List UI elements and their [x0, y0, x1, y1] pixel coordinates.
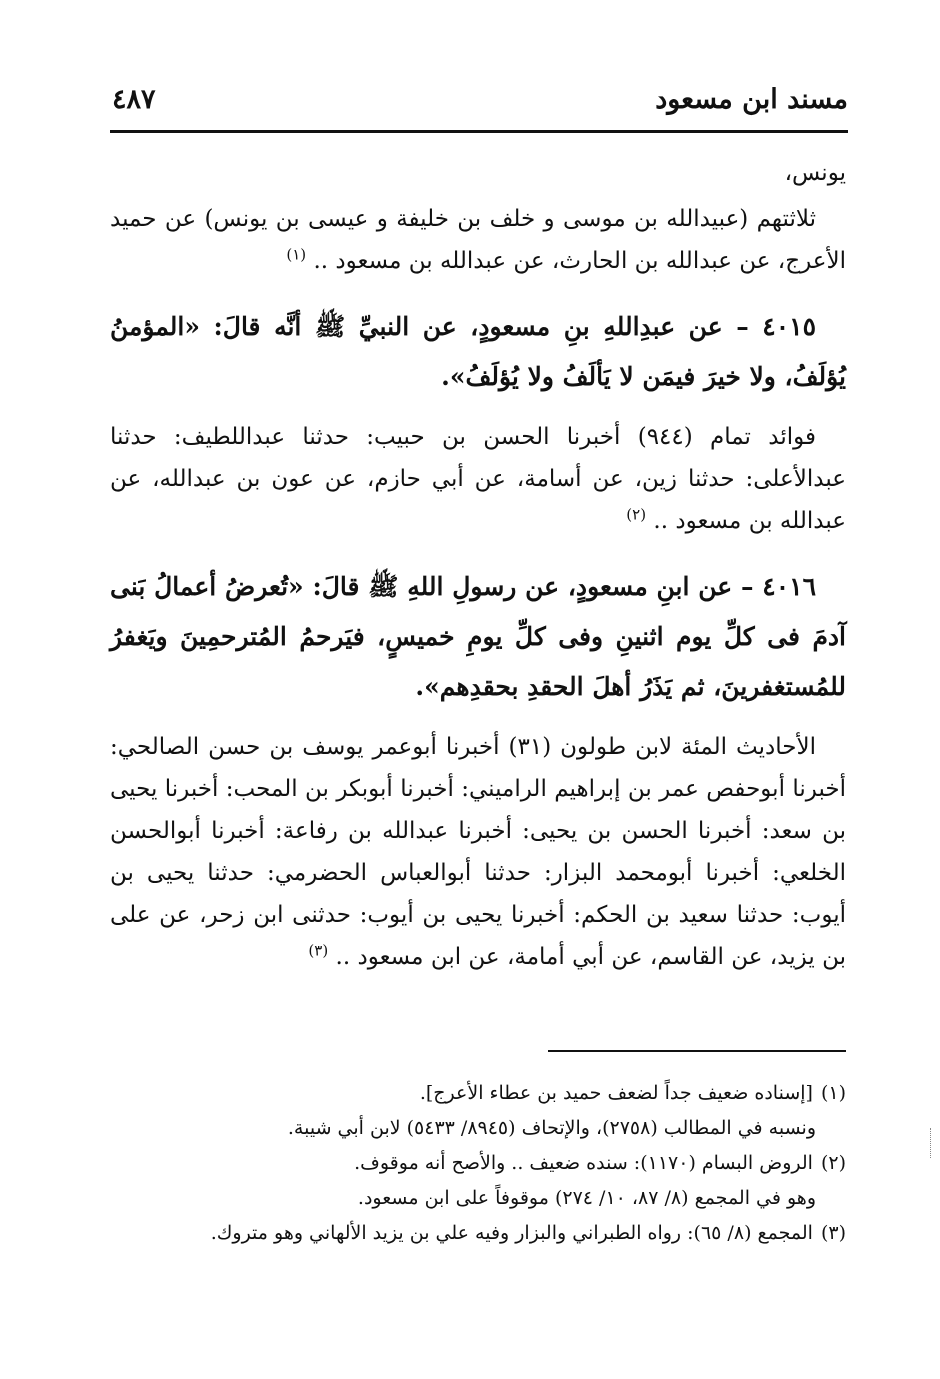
- isnad-text-1: ثلاثتهم (عبيدالله بن موسى و خلف بن خليفة و عيسى بن يونس) عن حميد الأعرج، عن عبدالله بن الحارث، عن عبدالله بن مسعود ..: [110, 206, 846, 274]
- footnote-3: [110, 1216, 846, 1251]
- isnad-text-3: الأحاديث المئة لابن طولون (٣١) أخبرنا أبوعمر يوسف بن حسن الصالحي: أخبرنا أبوحفص عمر بن إبراهيم الراميني: أخبرنا أبوبكر بن المحب: أخبرنا يحيى بن سعد: أخبرنا الحسن بن يحيى: أخبرنا عبدالله بن رفاعة: أخبرنا أبوالحسن الخلعي: أخبرنا أبومحمد البزار: حدثنا أبوالعباس الحضرمي: حدثنا يحيى بن أيوب: حدثنا سعيد بن الحكم: أخبرنا يحيى بن أيوب: حدثنى ابن زحر، عن على بن يزيد، عن القاسم، عن أبي أمامة، عن ابن مسعود ..: [110, 734, 846, 970]
- footnotes-divider: [548, 1050, 846, 1052]
- isnad-paragraph-2: [110, 416, 846, 542]
- footnote-number: (٣): [820, 1222, 846, 1244]
- footnote-text: [إسناده ضعيف جداً لضعف حميد بن عطاء الأعرج].: [419, 1082, 813, 1104]
- footnote-text: وهو في المجمع (٨/ ٨٧، ١٠/ ٢٧٤) موقوفاً على ابن مسعود.: [357, 1187, 816, 1209]
- main-text: [110, 152, 846, 978]
- footnote-1: [110, 1076, 846, 1111]
- footnote-number: (٢): [820, 1152, 846, 1174]
- header-rule: [110, 130, 848, 133]
- hadith-4016: ٤٠١٦ – عن ابنِ مسعودٍ، عن رسولِ اللهِ ﷺ قالَ: «تُعرضُ أعمالُ بَنى آدمَ فى كلِّ يوم اثنينِ وفى كلِّ يومِ خميسٍ، فيَرحمُ المُترحمِينَ ويَغفرُ للمُستغفرينَ، ثم يَذَرُ أهلَ الحقدِ بحقدِهم».: [110, 572, 846, 701]
- footnote-number: (١): [820, 1082, 846, 1104]
- isnad-text-2: فوائد تمام (٩٤٤) أخبرنا الحسن بن حبيب: حدثنا عبداللطيف: حدثنا عبدالأعلى: حدثنا زين، عن أسامة، عن أبي حازم، عن عون بن عبدالله، عن عبدالله بن مسعود ..: [110, 424, 846, 534]
- footnote-text: الروض البسام (١١٧٠): سنده ضعيف .. والأصح أنه موقوف.: [354, 1152, 813, 1174]
- scan-edge-mark: [930, 1128, 933, 1158]
- footnote-text: ونسبه في المطالب (٢٧٥٨)، والإتحاف (٨٩٤٥/ ٥٤٣٣) لابن أبي شيبة.: [287, 1117, 816, 1139]
- footnote-ref-2[interactable]: (٢): [626, 505, 647, 524]
- footnotes: [110, 1076, 846, 1251]
- footnote-1-continued: [110, 1111, 846, 1146]
- isnad-paragraph-3: [110, 726, 846, 978]
- hadith-4015: ٤٠١٥ – عن عبدِاللهِ بنِ مسعودٍ، عن النبيِّ ﷺ أنَّه قالَ: «المؤمنُ يُؤلَفُ، ولا خيرَ فيمَن لا يَألَفُ ولا يُؤلَفُ».: [110, 312, 846, 391]
- page-number: ٤٨٧: [112, 84, 156, 115]
- running-title: مسند ابن مسعود: [655, 84, 848, 115]
- isnad-paragraph-1: [110, 198, 846, 282]
- footnote-2-continued: [110, 1181, 846, 1216]
- page-header: [112, 84, 848, 124]
- continuation-line: يونس،: [784, 160, 846, 186]
- footnote-ref-3[interactable]: (٣): [308, 941, 329, 960]
- footnote-text: المجمع (٨/ ٦٥): رواه الطبراني والبزار وفيه علي بن يزيد الألهاني وهو متروك.: [210, 1222, 813, 1244]
- footnote-2: [110, 1146, 846, 1181]
- footnote-ref-1[interactable]: (١): [286, 245, 307, 264]
